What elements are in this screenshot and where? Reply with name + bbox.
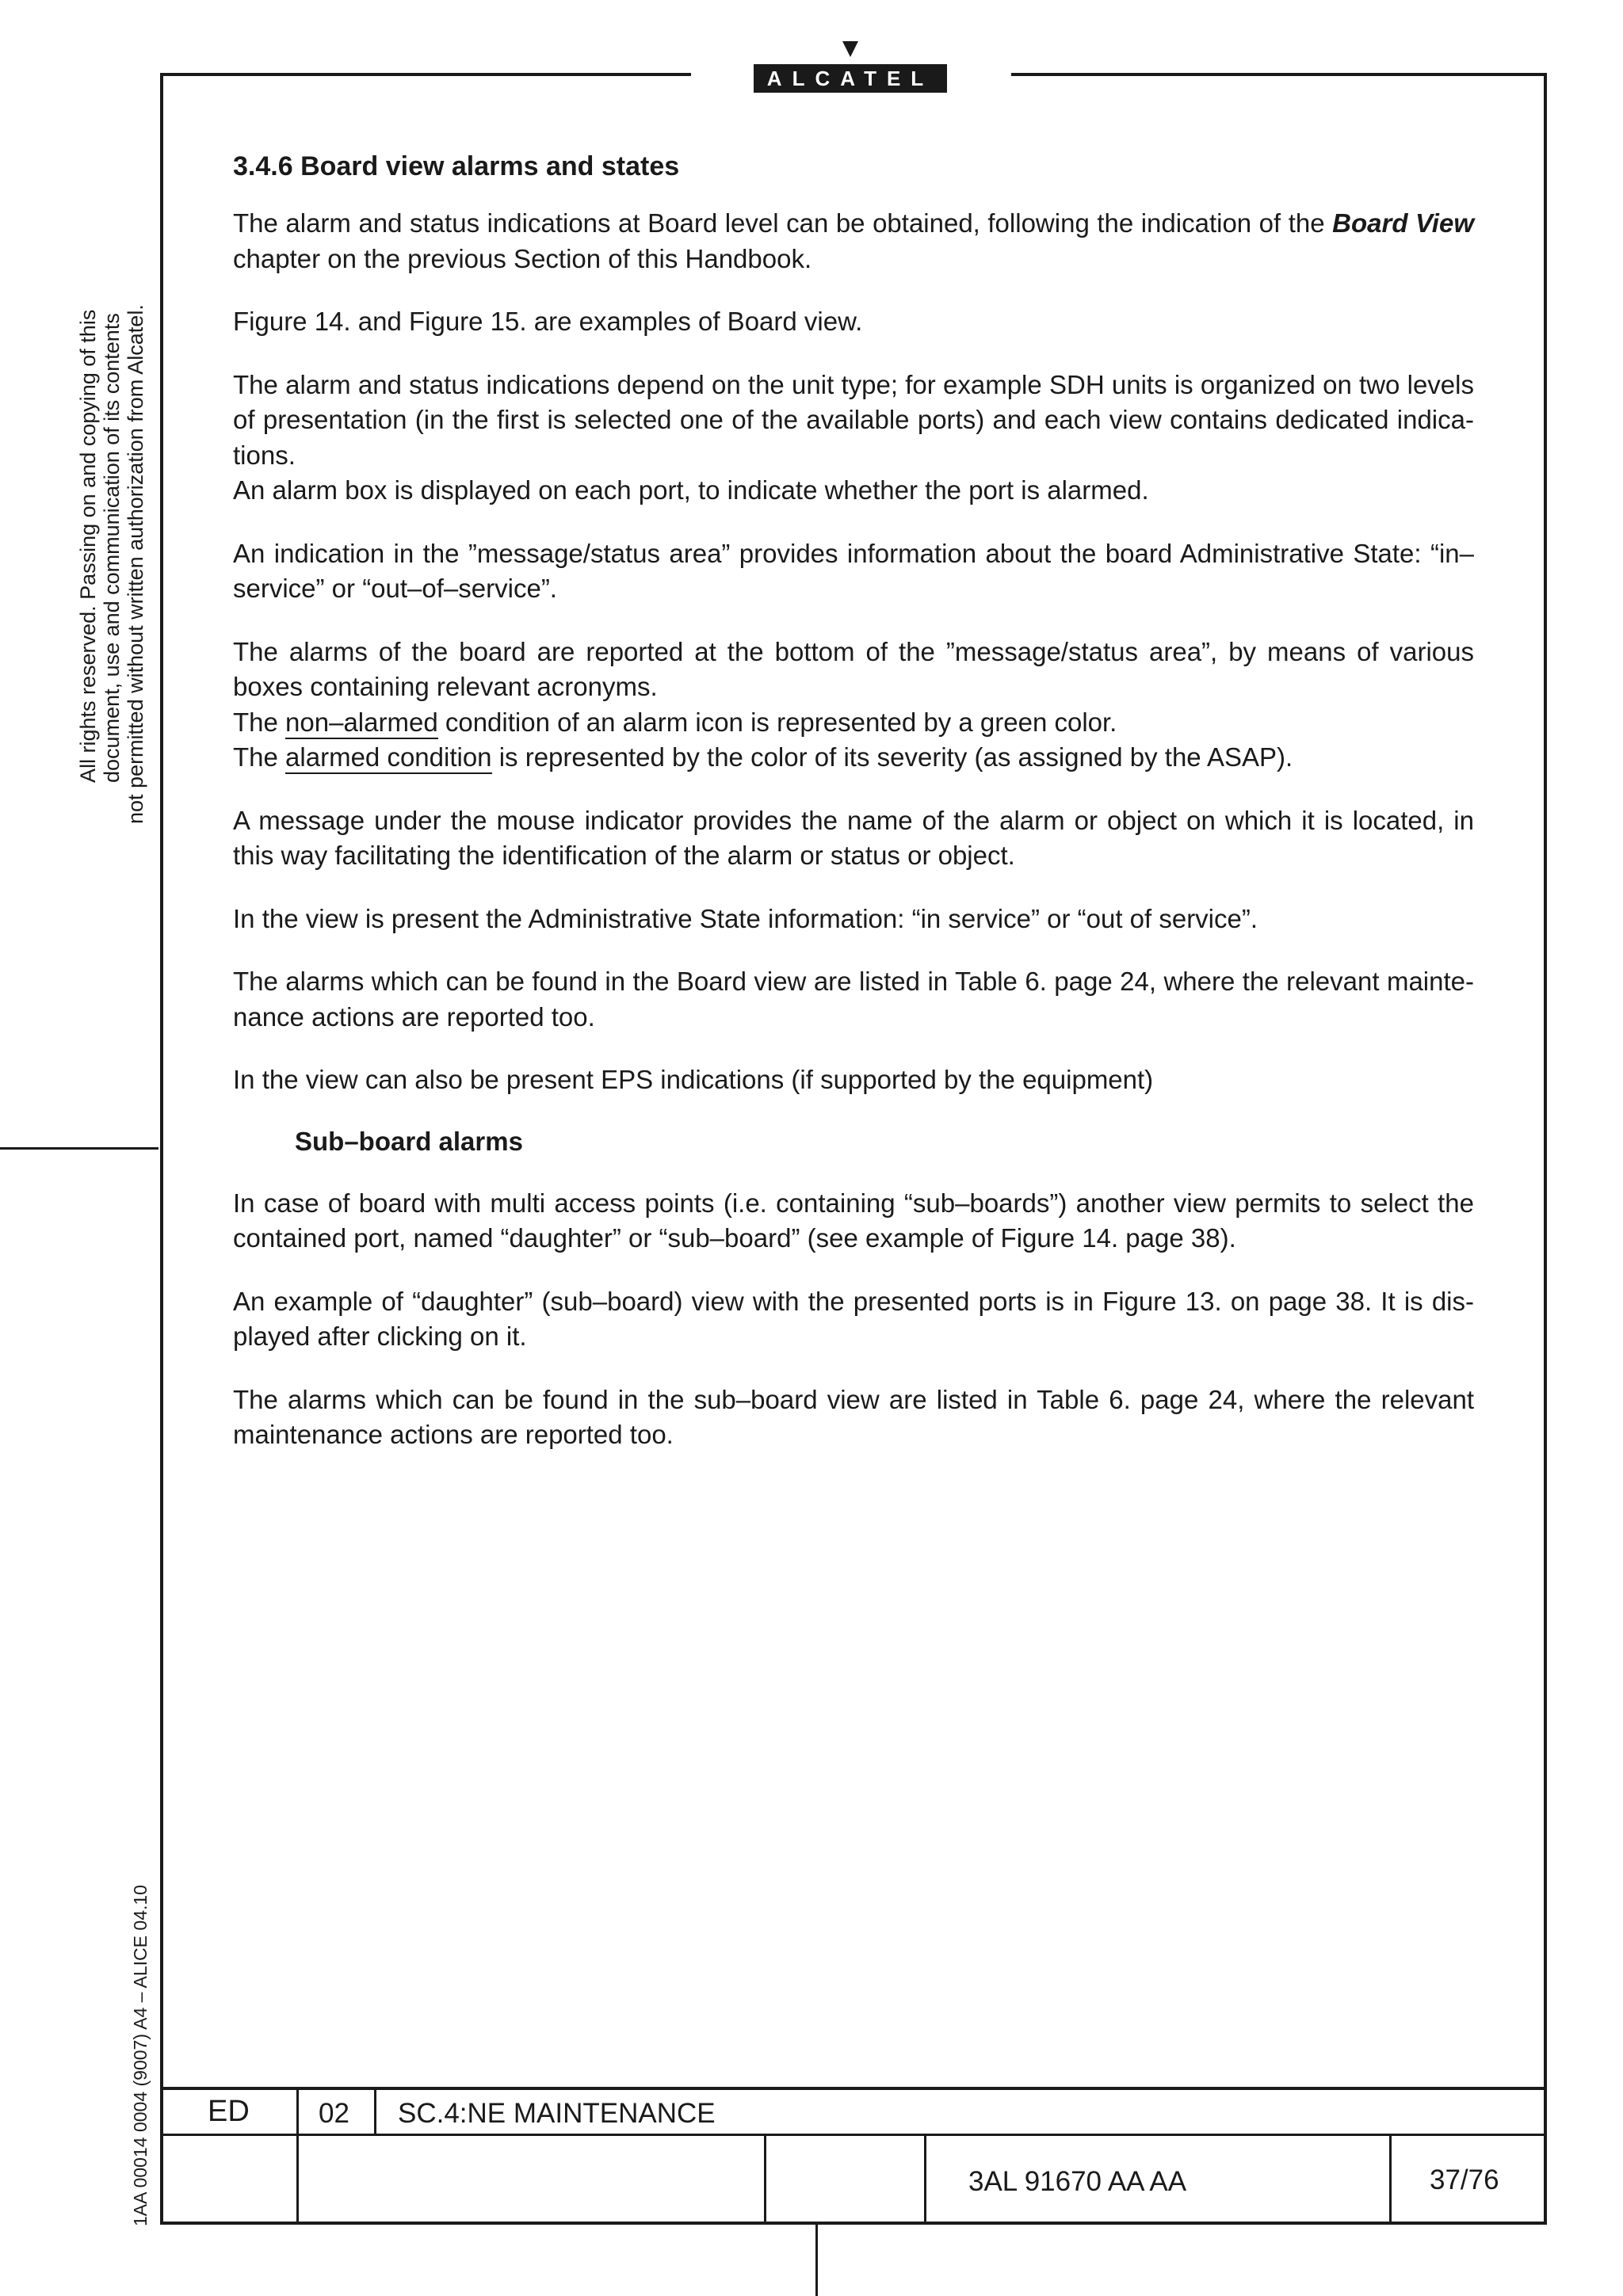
footer-tail-line [815, 2223, 818, 2296]
paragraph-1-text-a: The alarm and status indications at Board level can be obtained, following the indication of the [233, 208, 1333, 238]
paragraph-1-line-2: chapter on the previous Section of this Handbook. [233, 243, 812, 273]
paragraph-7-line-1: In the view is present the Administrative State information: “in service” or “out of service”. [233, 903, 1258, 933]
paragraph-4-line-1: An indication in the ”message/status area” provides information about the board Administrative State: “in– [233, 538, 1474, 568]
alarmed-condition-term: alarmed condition [285, 742, 492, 774]
rights-notice-line-1: All rights reserved. Passing on and copying of this [76, 309, 100, 783]
left-border [160, 73, 163, 2225]
paragraph-6-line-1: A message under the mouse indicator provides the name of the alarm or object on which it is located, in [233, 805, 1474, 835]
right-border [1544, 73, 1547, 2225]
paragraph-11 [233, 1284, 1474, 1355]
paragraph-6 [233, 803, 1474, 874]
paragraph-12 [233, 1383, 1474, 1453]
paragraph-11-line-1: An example of “daughter” (sub–board) view with the presented ports is in Figure 13. on page 38. It is dis- [233, 1286, 1474, 1316]
footer-divider-1 [296, 2087, 299, 2225]
logo-triangle-icon [842, 41, 858, 57]
chapter-title: SC.4:NE MAINTENANCE [398, 2098, 716, 2129]
footer-mid-rule [160, 2134, 1547, 2136]
paragraph-9 [233, 1062, 1474, 1098]
footer-divider-3 [764, 2134, 766, 2225]
paragraph-4-line-2: service” or “out–of–service”. [233, 574, 557, 603]
footer-divider-2 [374, 2087, 376, 2136]
paragraph-7 [233, 902, 1474, 937]
paragraph-12-line-2: maintenance actions are reported too. [233, 1420, 674, 1449]
paragraph-5-line-4 [233, 740, 1474, 776]
paragraph-8-line-1: The alarms which can be found in the Board view are listed in Table 6. page 24, where the relevant mainte- [233, 967, 1474, 996]
paragraph-2-line-1: Figure 14. and Figure 15. are examples of Board view. [233, 307, 863, 336]
paragraph-3-line-2: of presentation (in the first is selected one of the available ports) and each view contains dedicated indica- [233, 405, 1474, 434]
rights-notice-line-2: document, use and communication of its contents [100, 313, 124, 783]
paragraph-5-line-4-a: The [233, 742, 286, 772]
paragraph-5-line-2: boxes containing relevant acronyms. [233, 672, 658, 701]
paragraph-5 [233, 635, 1474, 776]
paragraph-3-line-1: The alarm and status indications depend on the unit type; for example SDH units is organized on two levels [233, 369, 1474, 399]
paragraph-11-line-2: played after clicking on it. [233, 1322, 527, 1351]
top-border-left [160, 73, 691, 76]
paragraph-5-line-3-c: condition of an alarm icon is represented by a green color. [437, 707, 1117, 737]
board-view-emphasis: Board View [1332, 208, 1474, 238]
section-content [233, 151, 1474, 1481]
edition-label: ED [208, 2095, 250, 2128]
paragraph-3 [233, 368, 1474, 509]
paragraph-5-line-4-c: is represented by the color of its severity (as assigned by the ASAP). [491, 742, 1293, 772]
paragraph-10 [233, 1186, 1474, 1257]
footer-divider-5 [1389, 2134, 1392, 2225]
paragraph-12-line-1: The alarms which can be found in the sub–board view are listed in Table 6. page 24, where the relevant [233, 1384, 1474, 1414]
edition-value: 02 [319, 2098, 349, 2129]
paragraph-5-line-3-a: The [233, 707, 286, 737]
paragraph-10-line-2: contained port, named “daughter” or “sub–board” (see example of Figure 14. page 38). [233, 1223, 1236, 1253]
alcatel-logo: ALCATEL [754, 64, 947, 93]
paragraph-3-line-3: tions. [233, 440, 296, 470]
rights-notice-line-3: not permitted without written authorization from Alcatel. [124, 304, 147, 824]
section-heading: 3.4.6 Board view alarms and states [233, 151, 680, 181]
paragraph-2 [233, 304, 1474, 340]
paragraph-8 [233, 964, 1474, 1035]
document-code: 1AA 00014 0004 (9007) A4 – ALICE 04.10 [130, 1885, 151, 2226]
paragraph-8-line-2: nance actions are reported too. [233, 1001, 595, 1032]
footer-top-rule [160, 2087, 1547, 2090]
document-number: 3AL 91670 AA AA [968, 2166, 1187, 2197]
paragraph-5-line-1: The alarms of the board are reported at the bottom of the ”message/status area”, by means of various [233, 636, 1474, 666]
paragraph-1-line-1 [233, 206, 1474, 242]
sub-board-alarms-heading: Sub–board alarms [295, 1126, 523, 1156]
paragraph-3-line-4: An alarm box is displayed on each port, to indicate whether the port is alarmed. [233, 475, 1149, 505]
paragraph-10-line-1: In case of board with multi access points (i.e. containing “sub–boards”) another view permits to select the [233, 1188, 1474, 1218]
paragraph-4 [233, 536, 1474, 607]
top-border-right [1011, 73, 1547, 76]
footer-divider-4 [924, 2134, 926, 2225]
footer-bottom-rule [160, 2222, 1547, 2225]
margin-mark [0, 1147, 158, 1150]
page-number: 37/76 [1430, 2164, 1499, 2195]
paragraph-9-line-1: In the view can also be present EPS indications (if supported by the equipment) [233, 1065, 1154, 1094]
non-alarmed-term: non–alarmed [285, 707, 438, 739]
paragraph-5-line-3 [233, 705, 1474, 741]
paragraph-1 [233, 206, 1474, 277]
paragraph-6-line-2: this way facilitating the identification of the alarm or status or object. [233, 841, 1015, 870]
